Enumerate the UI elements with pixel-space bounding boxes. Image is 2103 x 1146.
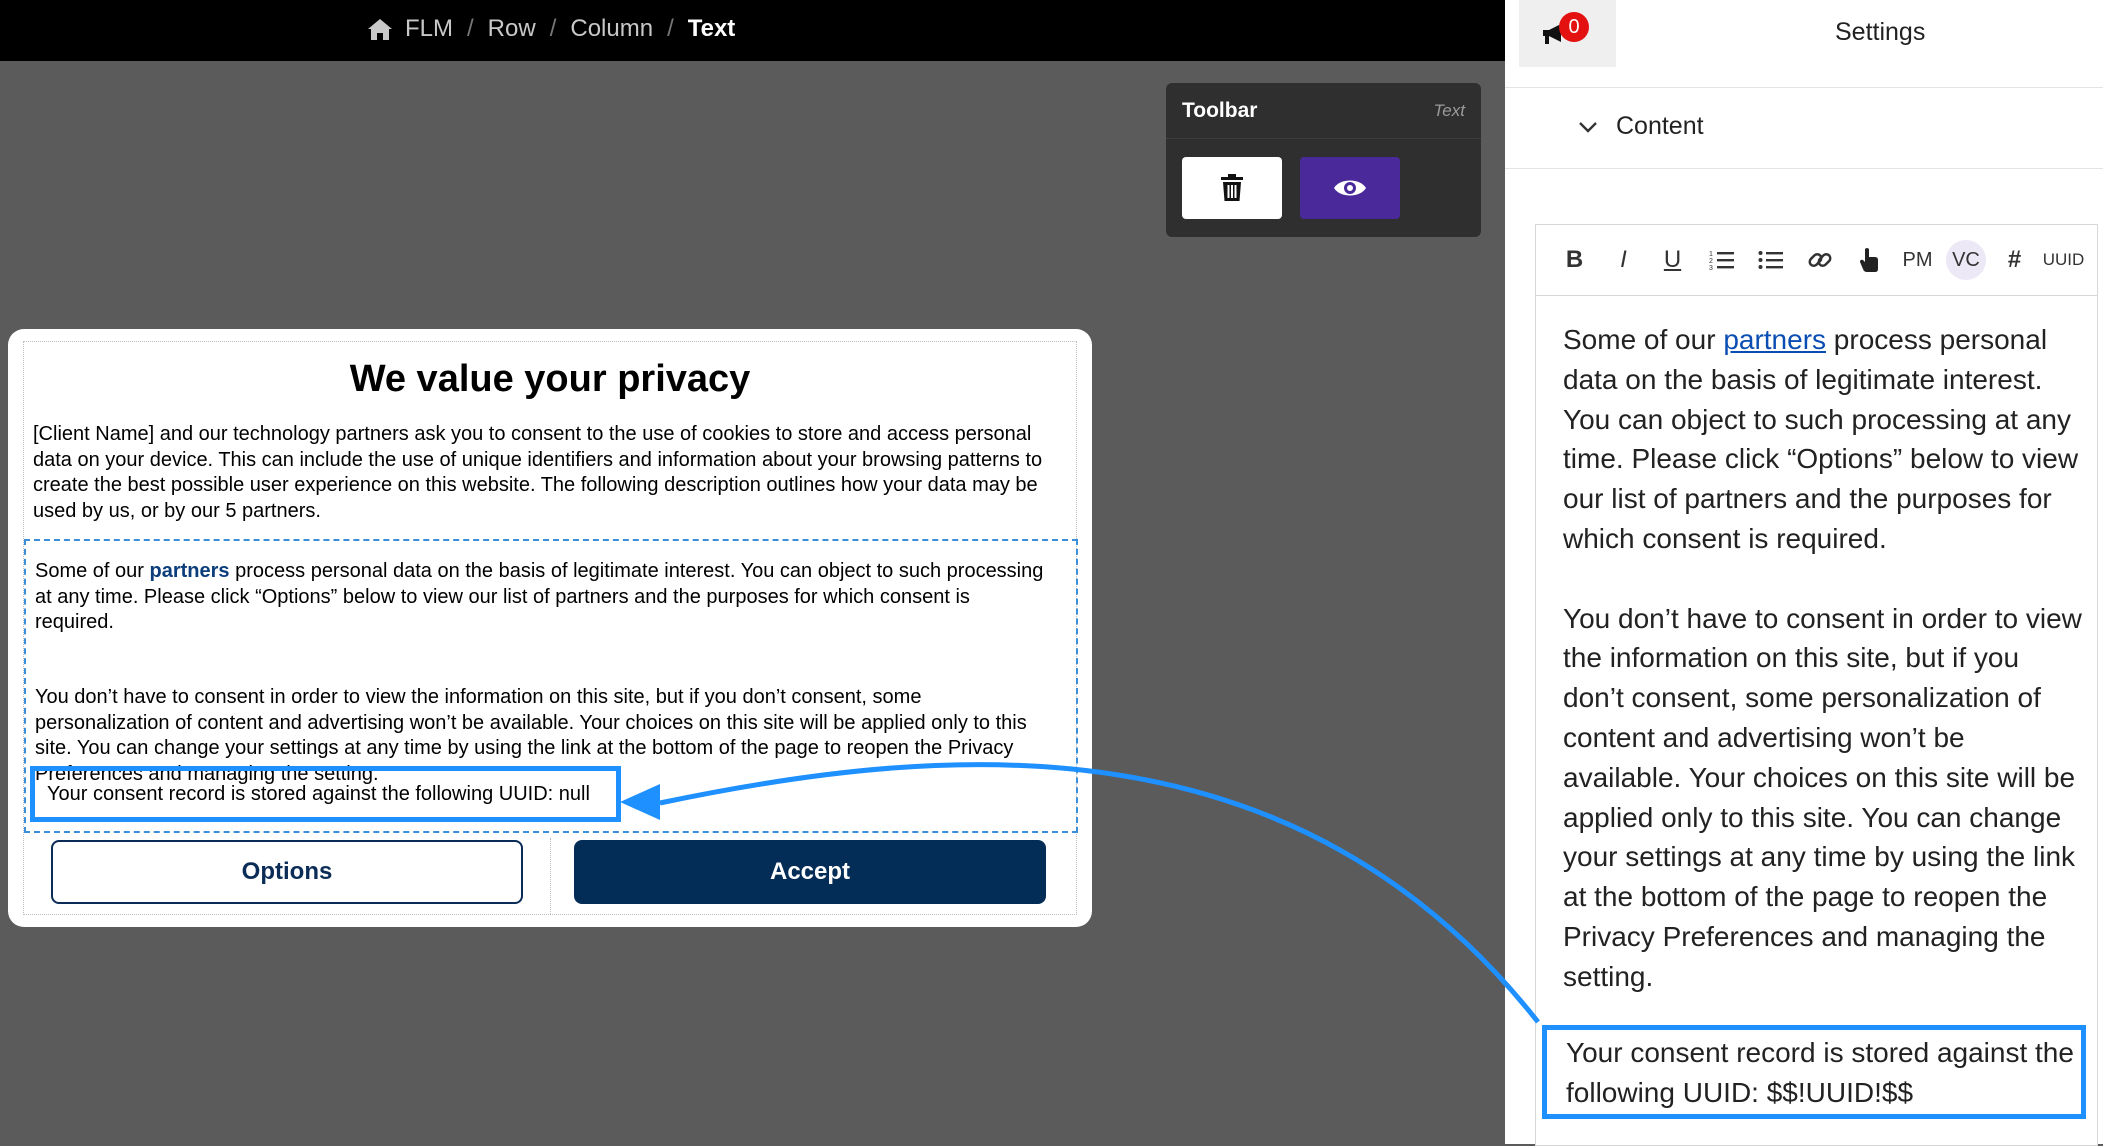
- rich-text-editor: [1535, 224, 2098, 1146]
- vc-button[interactable]: VC: [1946, 240, 1986, 280]
- pm-button[interactable]: PM: [1902, 248, 1933, 271]
- breadcrumb-separator: /: [667, 15, 674, 42]
- delete-button[interactable]: [1182, 157, 1282, 219]
- editor-partners-link[interactable]: partners: [1723, 324, 1827, 355]
- notifications-tab[interactable]: [1519, 0, 1616, 67]
- top-bar: [0, 0, 1518, 61]
- editor-toolbar: [1536, 225, 2097, 296]
- toolbar-header: [1166, 83, 1481, 139]
- options-button[interactable]: Options: [51, 840, 523, 904]
- breadcrumb: [367, 0, 735, 58]
- link-icon: [1807, 247, 1833, 273]
- settings-title: Settings: [1835, 18, 1926, 46]
- trash-icon: [1220, 174, 1244, 202]
- legit-text-after: process personal data on the basis of legitimate interest. You can object to such processing at any time. Please click “Options” below to view our list of partners and the purposes for which consent is required.: [35, 560, 1044, 633]
- privacy-title: We value your privacy: [349, 358, 751, 400]
- bullet-list-icon: [1758, 248, 1784, 272]
- editor-uuid-text: Your consent record is stored against the following UUID: $$!UUID!$$: [1566, 1037, 2074, 1108]
- breadcrumb-row[interactable]: Row: [487, 15, 536, 42]
- breadcrumb-current: Text: [687, 15, 736, 42]
- consent-info-text: You don’t have to consent in order to view the information on this site, but if you don’t consent, some personalization of content and advertising won’t be available. Your choices on this site will be applied only to this site. You can change your settings at any time by using the link at the bottom of the page to reopen the Privacy Preferences and managing the setting.: [35, 686, 1027, 785]
- accept-button[interactable]: Accept: [574, 840, 1046, 904]
- element-toolbar: [1166, 83, 1481, 237]
- pointer-button[interactable]: [1844, 237, 1893, 283]
- editor-content[interactable]: [1563, 320, 2083, 997]
- toolbar-title: Toolbar: [1182, 98, 1258, 122]
- svg-text:1: 1: [1708, 251, 1713, 258]
- eye-icon: [1333, 177, 1367, 199]
- editor-uuid-highlight[interactable]: [1542, 1025, 2086, 1119]
- consent-buttons-row: [24, 832, 1076, 914]
- uuid-line-highlight: [30, 766, 621, 822]
- legitimate-interest-text: [35, 559, 1045, 636]
- column-divider: [550, 838, 551, 914]
- ordered-list-button[interactable]: [1697, 237, 1746, 283]
- settings-panel: [1505, 0, 2103, 1144]
- selected-text-block[interactable]: [24, 539, 1078, 833]
- breadcrumb-separator: /: [467, 15, 474, 42]
- pointer-hand-icon: [1858, 247, 1880, 273]
- preview-button[interactable]: [1300, 157, 1400, 219]
- content-section-toggle[interactable]: [1578, 112, 1704, 141]
- privacy-intro-text: [Client Name] and our technology partners ask you to consent to the use of cookies to store and access personal data on your device. This can include the use of unique identifiers and information about your browsing patterns to create the best possible user experience on this website. The following description outlines how your data may be used by us, or by our 5 partners.: [33, 423, 1043, 522]
- breadcrumb-column[interactable]: Column: [570, 15, 654, 42]
- bold-button[interactable]: B: [1565, 246, 1584, 273]
- link-button[interactable]: [1795, 237, 1844, 283]
- home-icon[interactable]: [367, 17, 393, 41]
- toolbar-element-type: Text: [1433, 100, 1465, 120]
- divider: [1505, 168, 2103, 169]
- editor-consent-text: You don’t have to consent in order to view the information on this site, but if you don’t consent, some personalization of content and advertising won’t be available. Your choices on this site will be applied only to this site. You can change your settings at any time by using the link at the bottom of the page to reopen the Privacy Preferences and managing the setting.: [1563, 602, 2082, 992]
- uuid-line-text: Your consent record is stored against the following UUID: null: [47, 782, 590, 805]
- privacy-banner-inner: [23, 341, 1077, 915]
- hash-button[interactable]: #: [2007, 246, 2022, 273]
- privacy-banner-preview: [8, 329, 1092, 927]
- breadcrumb-home[interactable]: FLM: [405, 15, 453, 42]
- legit-text-before: Some of our: [35, 560, 150, 582]
- chevron-down-icon: [1578, 120, 1598, 134]
- underline-button[interactable]: U: [1663, 246, 1682, 273]
- breadcrumb-separator: /: [549, 15, 557, 42]
- content-section-label: Content: [1616, 112, 1704, 140]
- ordered-list-icon: [1709, 248, 1735, 272]
- svg-text:3: 3: [1708, 265, 1713, 272]
- italic-button[interactable]: I: [1620, 246, 1627, 273]
- uuid-button[interactable]: UUID: [2042, 250, 2085, 269]
- editor-text-before: Some of our: [1563, 324, 1724, 355]
- divider: [1505, 87, 2103, 88]
- notification-count-badge: 0: [1559, 12, 1589, 42]
- bullet-list-button[interactable]: [1746, 237, 1795, 283]
- partners-link[interactable]: partners: [149, 560, 230, 582]
- editor-text-after: process personal data on the basis of legitimate interest. You can object to such processing at any time. Please click “Options” below to view our list of partners and the purposes for which consent is required.: [1563, 324, 2079, 554]
- svg-text:2: 2: [1708, 258, 1713, 265]
